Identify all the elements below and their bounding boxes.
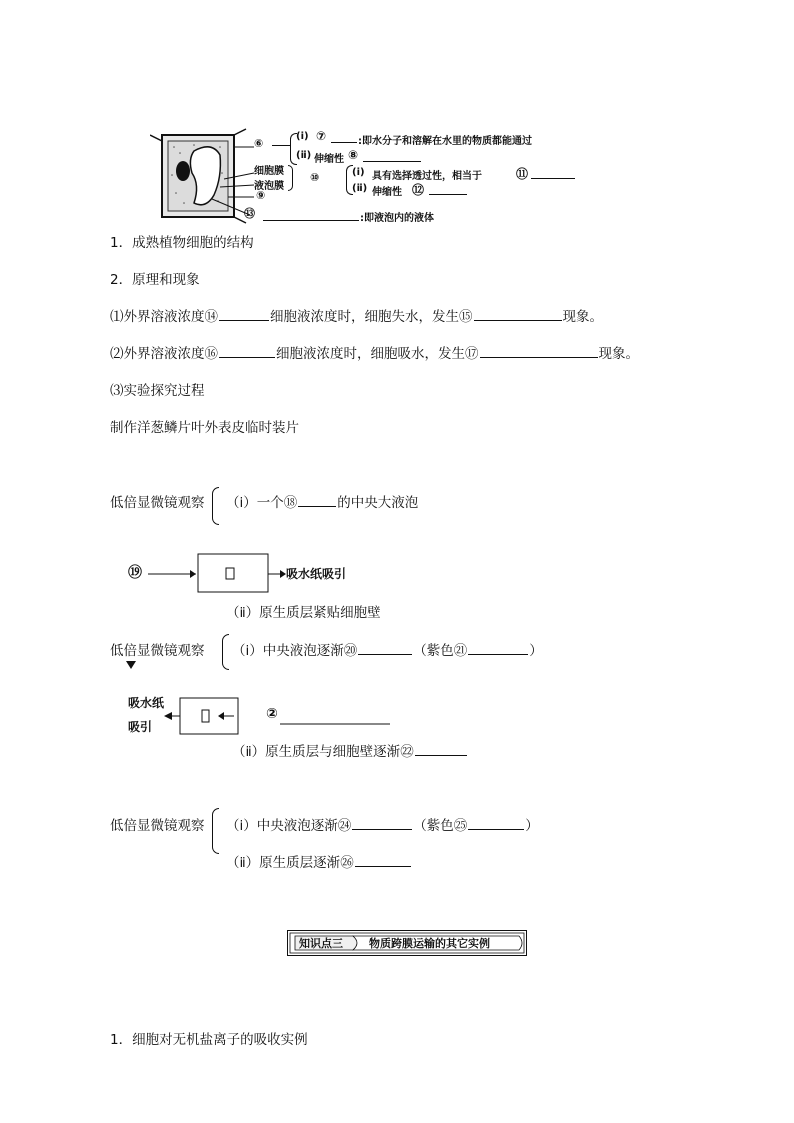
- item-7-circle: ⑦: [316, 129, 327, 143]
- brace-membranes: [288, 165, 293, 191]
- item-12-text: 伸缩性: [372, 187, 402, 198]
- blank-15: [474, 308, 562, 321]
- line-principle: 2．原理和现象: [110, 272, 200, 288]
- item-12-blank: [429, 182, 467, 195]
- blank-14: [219, 308, 269, 321]
- obs2-circle-left: ②: [266, 706, 278, 722]
- text: （ⅰ）中央液泡逐渐: [232, 643, 344, 659]
- line-experiment: ⑶实验探究过程: [110, 383, 205, 399]
- item-8-circle: ⑧: [348, 148, 359, 162]
- blank-number-24: ㉔: [337, 818, 352, 834]
- obs2-absorb-label-2: 吸引: [128, 720, 153, 734]
- item-11-text: 具有选择透过性，相当于: [372, 171, 482, 182]
- obs1-absorb-label: 吸水纸吸引: [286, 567, 347, 581]
- label-9: ⑨: [256, 189, 266, 202]
- item-13-blank: [263, 208, 359, 221]
- item-7-text: :即水分子和溶解在水里的物质都能通过: [358, 136, 532, 147]
- obs1-item-ii: （ⅱ）原生质层紧贴细胞壁: [226, 605, 381, 621]
- text: （紫色: [413, 818, 454, 834]
- obs1-label: 低倍显微镜观察: [110, 495, 205, 511]
- blank-number-22: ㉒: [400, 744, 414, 760]
- obs3-label: 低倍显微镜观察: [110, 818, 205, 834]
- text: （ⅰ）一个: [226, 495, 284, 511]
- blank-22: [415, 743, 467, 756]
- item-8-blank: [363, 149, 421, 162]
- text: ⑵外界溶液浓度: [110, 346, 205, 362]
- blank-number-18: ⑱: [283, 495, 298, 511]
- item-7-prefix: (ⅰ): [296, 131, 309, 142]
- label-membrane: 细胞膜: [254, 166, 284, 177]
- blank-17: [480, 345, 598, 358]
- obs3-brace: [212, 808, 219, 854]
- item-7-blank: [331, 130, 357, 143]
- obs1-circle-19: ⑲: [128, 565, 142, 581]
- obs2-absorb-label-1: 吸水纸: [128, 696, 165, 710]
- obs3-item-ii: [226, 851, 412, 871]
- blank-number-15: ⑮: [459, 309, 473, 325]
- blank-18: [298, 494, 336, 507]
- text: 现象。: [598, 346, 639, 362]
- blank-number-17: ⑰: [465, 346, 479, 362]
- item-13-text: :即液泡内的液体: [360, 213, 434, 224]
- obs1-brace: [212, 487, 219, 525]
- item-11-circle: ⑪: [516, 167, 529, 181]
- line-outer-lower: [110, 342, 639, 362]
- blank-16: [219, 345, 275, 358]
- obs2-item-ii: [232, 740, 468, 760]
- blank-25: [468, 817, 524, 830]
- blank-number-20: ⑳: [343, 643, 358, 659]
- text: （紫色: [413, 643, 454, 659]
- text: 的中央大液泡: [337, 495, 419, 511]
- text: ）: [529, 643, 543, 659]
- obs1-item-i: [226, 491, 418, 511]
- blank-number-25: ㉕: [453, 818, 468, 834]
- section-header: [287, 930, 527, 956]
- section-title: 物质跨膜运输的其它实例: [369, 937, 490, 950]
- item-11-prefix: (ⅰ): [352, 167, 365, 178]
- line-ion-absorption: 1．细胞对无机盐离子的吸收实例: [110, 1032, 308, 1048]
- obs3-item-i: [226, 814, 539, 834]
- blank-26: [355, 854, 411, 867]
- label-vacuole-membrane: 液泡膜: [254, 181, 284, 192]
- text: （ⅰ）中央液泡逐渐: [226, 818, 338, 834]
- section-label: 知识点三: [299, 937, 343, 950]
- item-8-prefix: (ⅱ): [296, 150, 312, 161]
- text: （ⅱ）原生质层与细胞壁逐渐: [232, 744, 401, 760]
- obs1-flow-diagram: [140, 550, 290, 594]
- text: （ⅱ）原生质层逐渐: [226, 855, 341, 871]
- item-12-circle: ⑫: [412, 183, 425, 197]
- label-13: ⑬: [244, 207, 255, 220]
- item-8-text: 伸缩性: [314, 154, 344, 165]
- item-11-blank: [531, 166, 575, 179]
- obs2-label: 低倍显微镜观察: [110, 643, 205, 659]
- obs2-flow-diagram: [160, 694, 400, 738]
- line-structure: 1．成熟植物细胞的结构: [110, 235, 254, 251]
- text: 细胞液浓度时，细胞吸水，发生: [276, 346, 465, 362]
- label-6: ⑥: [254, 137, 264, 150]
- text: ）: [525, 818, 539, 834]
- line-outer-higher: [110, 305, 603, 325]
- obs2-down-arrow: [124, 655, 138, 671]
- obs2-item-i: [232, 639, 543, 659]
- blank-number-21: ㉑: [453, 643, 468, 659]
- plant-cell-figure: [150, 125, 590, 225]
- line-prepare-slide: 制作洋葱鳞片叶外表皮临时装片: [110, 420, 299, 436]
- blank-21: [468, 642, 528, 655]
- text: 现象。: [562, 309, 603, 325]
- text: ⑴外界溶液浓度: [110, 309, 205, 325]
- bracket-6: [272, 145, 290, 146]
- label-10: ⑩: [310, 171, 320, 184]
- blank-24: [352, 817, 412, 830]
- blank-20: [358, 642, 412, 655]
- item-12-prefix: (ⅱ): [352, 183, 368, 194]
- blank-number-16: ⑯: [204, 346, 218, 362]
- obs2-brace: [222, 634, 229, 670]
- blank-number-14: ⑭: [204, 309, 218, 325]
- blank-number-26: ㉖: [340, 855, 354, 871]
- text: 细胞液浓度时，细胞失水，发生: [270, 309, 459, 325]
